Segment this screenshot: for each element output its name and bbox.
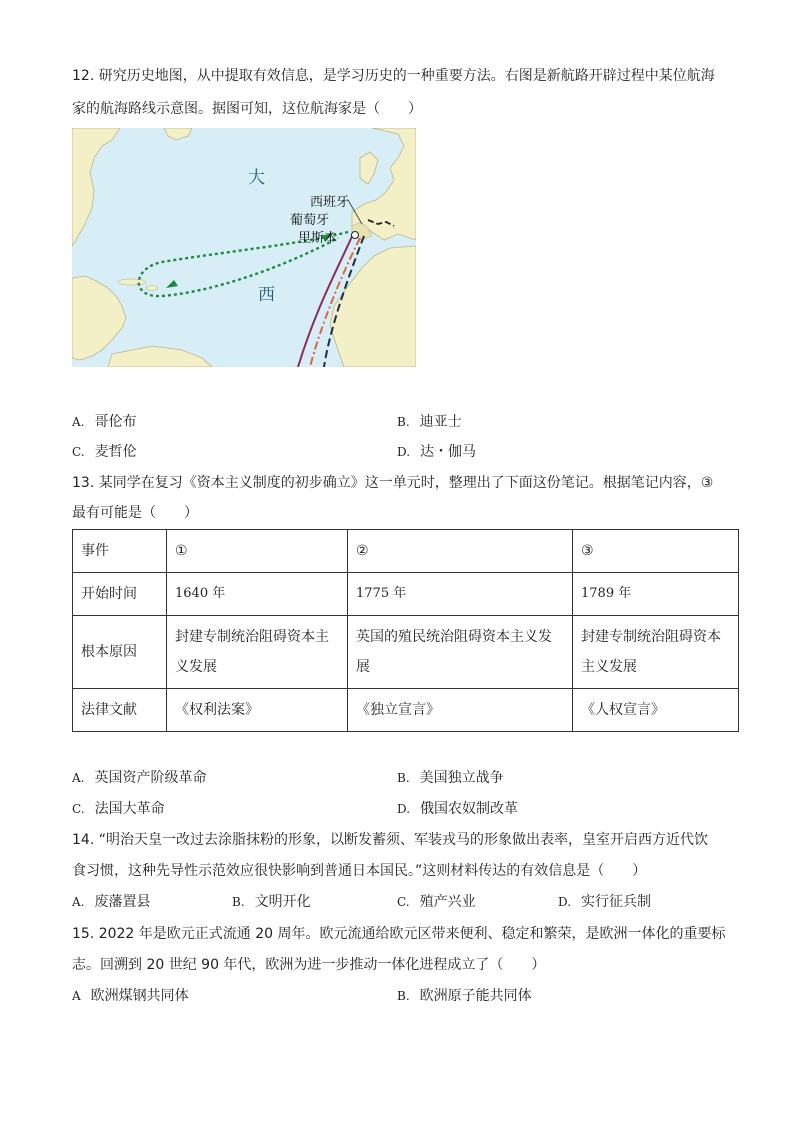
british-isles-land [360, 152, 378, 184]
north-america-land [72, 128, 120, 246]
table-cell: 开始时间 [73, 573, 167, 616]
option-key: A. [72, 895, 85, 909]
q13-stem-line1: 13. 某同学在复习《资本主义制度的初步确立》这一单元时，整理出了下面这份笔记。根据笔记内容，③ [72, 475, 714, 491]
q15-option-a[interactable] [72, 986, 189, 1006]
table-cell: 1640 年 [167, 573, 348, 616]
q14-option-a[interactable] [72, 892, 150, 912]
option-key: A [72, 989, 81, 1003]
option-text: 迪亚士 [419, 414, 462, 430]
spain-label: 西班牙 [310, 195, 350, 210]
notes-table [72, 529, 739, 732]
ocean-label-xi: 西 [258, 285, 275, 305]
option-key: A. [72, 771, 85, 785]
table-row [73, 573, 739, 616]
q12-option-b[interactable] [397, 412, 462, 432]
portugal-label: 葡萄牙 [290, 213, 330, 228]
q14-option-c[interactable] [397, 892, 476, 912]
option-text: 法国大革命 [94, 801, 165, 817]
lisbon-marker [352, 232, 359, 239]
table-cell: 英国的殖民统治阻碍资本主义发展 [348, 616, 573, 689]
table-cell: 封建专制统治阻碍资本主义发展 [167, 616, 348, 689]
lisbon-label: 里斯本 [298, 231, 338, 246]
q12-option-c[interactable] [72, 442, 137, 462]
option-key: C. [72, 445, 85, 459]
q12-option-a[interactable] [72, 412, 136, 432]
option-key: B. [397, 415, 410, 429]
table-header-cell: ① [167, 530, 348, 573]
q15-option-b[interactable] [397, 986, 532, 1006]
africa-land [330, 246, 416, 367]
table-cell: 根本原因 [73, 616, 167, 689]
option-text: 麦哲伦 [94, 444, 137, 460]
option-text: 殖产兴业 [419, 894, 476, 910]
q12-stem-line1: 12. 研究历史地图，从中提取有效信息，是学习历史的一种重要方法。右图是新航路开辟过程中某位航海 [72, 68, 715, 84]
q14-option-d[interactable] [558, 892, 651, 912]
option-key: B. [232, 895, 245, 909]
table-header-cell: 事件 [73, 530, 167, 573]
option-text: 英国资产阶级革命 [94, 770, 207, 786]
q15-stem-line1: 15. 2022 年是欧元正式流通 20 周年。欧元流通给欧元区带来便利、稳定和繁荣，是欧洲一体化的重要标 [72, 926, 726, 942]
map-graphic [72, 128, 416, 367]
option-key: C. [397, 895, 410, 909]
option-key: C. [72, 802, 85, 816]
greenland-land [164, 128, 192, 140]
table-header-row [73, 530, 739, 573]
q14-option-b[interactable] [232, 892, 311, 912]
option-text: 欧洲煤钢共同体 [90, 988, 189, 1004]
option-key: B. [397, 771, 410, 785]
option-key: D. [397, 445, 411, 459]
option-text: 俄国农奴制改革 [420, 801, 519, 817]
south-america-land [108, 346, 212, 367]
table-cell: 封建专制统治阻碍资本主义发展 [573, 616, 739, 689]
q14-stem-line1: 14. “明治天皇一改过去涂脂抹粉的形象，以断发蓄须、军装戎马的形象做出表率，皇室开启西方近代饮 [72, 832, 708, 848]
table-cell: 《独立宣言》 [348, 689, 573, 732]
option-text: 欧洲原子能共同体 [419, 988, 532, 1004]
option-text: 实行征兵制 [581, 894, 652, 910]
ocean-label-da: 大 [248, 168, 265, 188]
table-cell: 1775 年 [348, 573, 573, 616]
hispaniola-island [146, 286, 158, 291]
option-text: 文明开化 [254, 894, 311, 910]
table-header-cell: ③ [573, 530, 739, 573]
central-america-land [72, 276, 126, 360]
table-row [73, 689, 739, 732]
q13-option-a[interactable] [72, 768, 206, 788]
green-route-arrow-2 [166, 280, 178, 288]
table-cell: 《权利法案》 [167, 689, 348, 732]
option-key: B. [397, 989, 410, 1003]
option-key: A. [72, 415, 85, 429]
table-cell: 1789 年 [573, 573, 739, 616]
q14-stem-line2: 食习惯，这种先导性示范效应很快影响到普通日本国民。”这则材料传达的有效信息是（ ） [72, 863, 647, 879]
q12-option-d[interactable] [397, 442, 476, 462]
q13-option-d[interactable] [397, 799, 518, 819]
q13-option-c[interactable] [72, 799, 165, 819]
option-text: 哥伦布 [94, 414, 137, 430]
voyage-route-map [72, 128, 416, 367]
option-text: 达・伽马 [420, 444, 477, 460]
option-text: 美国独立战争 [419, 770, 504, 786]
q13-stem-line2: 最有可能是（ ） [72, 505, 198, 521]
option-key: D. [558, 895, 572, 909]
table-cell: 法律文献 [73, 689, 167, 732]
option-text: 废藩置县 [94, 894, 151, 910]
q12-stem-line2: 家的航海路线示意图。据图可知，这位航海家是（ ） [72, 101, 422, 117]
q15-stem-line2: 志。回溯到 20 世纪 90 年代，欧洲为进一步推动一体化进程成立了（ ） [72, 957, 546, 973]
option-key: D. [397, 802, 411, 816]
q13-option-b[interactable] [397, 768, 504, 788]
table-cell: 《人权宣言》 [573, 689, 739, 732]
cuba-island [118, 279, 146, 285]
table-header-cell: ② [348, 530, 573, 573]
table-row [73, 616, 739, 689]
